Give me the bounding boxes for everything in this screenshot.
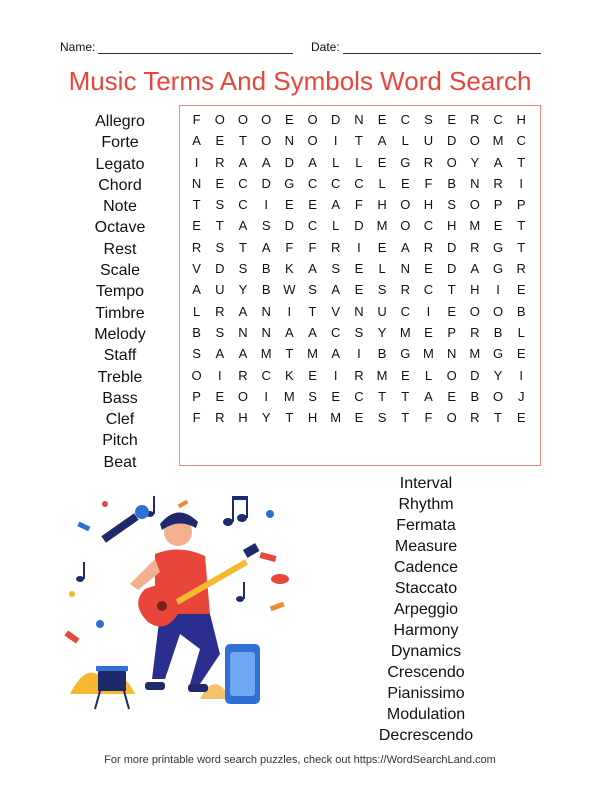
grid-letter[interactable]: V — [331, 303, 341, 319]
grid-letter[interactable]: I — [426, 303, 431, 319]
puzzle-title: Music Terms And Symbols Word Search — [68, 66, 532, 96]
grid-letter[interactable]: C — [261, 367, 271, 383]
grid-letter[interactable]: R — [238, 367, 248, 383]
grid-letter[interactable]: T — [517, 239, 526, 255]
grid-letter[interactable]: R — [470, 410, 480, 426]
grid-letter[interactable]: H — [238, 410, 248, 426]
word-list-item: Rhythm — [398, 496, 454, 513]
grid-letter[interactable]: I — [194, 154, 199, 170]
grid-letter[interactable]: H — [423, 197, 434, 213]
grid-letter[interactable]: F — [424, 410, 433, 426]
grid-letter[interactable]: O — [307, 133, 318, 149]
grid-letter[interactable]: A — [261, 239, 271, 255]
grid-letter[interactable]: E — [354, 282, 364, 298]
grid-letter[interactable]: O — [492, 303, 504, 319]
grid-letter[interactable]: S — [377, 282, 387, 298]
grid-letter[interactable]: Y — [261, 410, 271, 426]
grid-letter[interactable]: Y — [493, 367, 503, 383]
grid-letter[interactable]: A — [238, 346, 248, 362]
grid-letter[interactable]: L — [332, 154, 340, 170]
grid-letter[interactable]: R — [191, 239, 202, 255]
grid-letter[interactable]: T — [308, 303, 317, 319]
grid-letter[interactable]: E — [308, 367, 317, 383]
guitarist-illustration — [60, 484, 300, 724]
grid-letter[interactable]: D — [446, 239, 457, 255]
grid-letter[interactable]: I — [333, 133, 338, 149]
grid-letter[interactable]: O — [237, 388, 249, 404]
grid-letter[interactable]: C — [354, 388, 364, 404]
grid-letter[interactable]: W — [283, 282, 296, 298]
grid-letter[interactable]: S — [215, 197, 225, 213]
grid-letter[interactable]: E — [516, 410, 526, 426]
word-list-item: Staccato — [394, 580, 458, 597]
grid-letter[interactable]: O — [446, 154, 457, 170]
grid-letter[interactable]: I — [217, 367, 222, 383]
grid-letter[interactable]: C — [331, 175, 341, 191]
grid-letter[interactable]: O — [469, 133, 480, 149]
word-list-item: Clef — [105, 411, 135, 429]
grid-letter[interactable]: P — [493, 197, 503, 213]
grid-letter[interactable]: C — [423, 282, 434, 298]
grid-letter[interactable]: S — [261, 218, 271, 234]
grid-letter[interactable]: E — [215, 175, 225, 191]
grid-letter[interactable]: A — [331, 346, 341, 362]
grid-letter[interactable]: A — [238, 303, 248, 319]
grid-letter[interactable]: S — [354, 324, 364, 340]
grid-letter[interactable]: A — [238, 218, 248, 234]
grid-letter[interactable]: N — [261, 324, 271, 340]
grid-letter[interactable]: E — [285, 197, 294, 213]
grid-letter[interactable]: T — [354, 133, 363, 149]
grid-letter[interactable]: E — [354, 410, 364, 426]
word-list-item: Dynamics — [390, 643, 462, 660]
word-list-item: Fermata — [396, 517, 456, 534]
grid-letter[interactable]: V — [192, 261, 201, 277]
grid-letter[interactable]: N — [400, 261, 410, 277]
grid-letter[interactable]: T — [238, 239, 247, 255]
grid-letter[interactable]: O — [261, 133, 272, 149]
grid-letter[interactable]: T — [494, 410, 502, 426]
grid-letter[interactable]: R — [516, 261, 526, 277]
grid-letter[interactable]: T — [401, 410, 410, 426]
grid-letter[interactable]: B — [516, 303, 526, 319]
drum-icon — [95, 666, 129, 709]
grid-letter[interactable]: E — [447, 112, 456, 127]
grid-letter[interactable]: O — [261, 112, 272, 127]
grid-letter[interactable]: C — [516, 133, 526, 149]
grid-letter[interactable]: P — [192, 388, 201, 404]
name-field[interactable] — [60, 40, 293, 54]
grid-letter[interactable]: A — [308, 154, 317, 170]
grid-letter[interactable]: E — [192, 218, 201, 234]
grid-letter[interactable]: E — [377, 239, 387, 255]
grid-letter[interactable]: S — [238, 261, 248, 277]
word-list-item: Pitch — [102, 432, 138, 450]
grid-letter[interactable]: O — [400, 218, 411, 234]
grid-letter[interactable]: R — [400, 282, 410, 298]
grid-letter[interactable]: I — [357, 239, 361, 255]
grid-letter[interactable]: I — [519, 175, 524, 191]
grid-letter[interactable]: F — [354, 197, 363, 213]
grid-letter[interactable]: S — [215, 239, 225, 255]
grid-letter[interactable]: T — [285, 410, 294, 426]
grid-letter[interactable]: A — [192, 282, 201, 298]
grid-letter[interactable]: M — [469, 218, 481, 234]
letter-grid — [185, 109, 533, 428]
grid-letter[interactable]: L — [355, 154, 363, 170]
grid-letter[interactable]: C — [354, 175, 364, 191]
grid-letter[interactable]: M — [307, 346, 318, 362]
grid-letter[interactable]: S — [308, 282, 317, 298]
grid-letter[interactable]: E — [215, 388, 225, 404]
grid-letter[interactable]: A — [238, 154, 248, 170]
grid-letter[interactable]: I — [519, 367, 524, 383]
grid-letter[interactable]: E — [424, 261, 433, 277]
word-list-item: Treble — [97, 368, 143, 386]
word-list-item: Note — [103, 198, 137, 216]
grid-letter[interactable]: E — [285, 112, 294, 127]
grid-letter[interactable]: A — [215, 346, 225, 362]
grid-letter[interactable]: L — [378, 261, 386, 277]
small-guitar-icon — [101, 505, 149, 543]
grid-letter[interactable]: E — [516, 346, 526, 362]
grid-letter[interactable]: T — [285, 346, 294, 362]
grid-letter[interactable]: R — [331, 239, 341, 255]
date-line[interactable] — [343, 42, 541, 54]
grid-letter[interactable]: T — [401, 388, 410, 404]
grid-letter[interactable]: G — [284, 175, 295, 191]
word-list-item: Allegro — [95, 113, 145, 130]
grid-letter[interactable]: L — [424, 367, 433, 383]
grid-letter[interactable]: G — [492, 261, 504, 277]
word-list-item: Arpeggio — [393, 601, 459, 618]
grid-letter[interactable]: E — [377, 112, 387, 127]
name-line[interactable] — [98, 42, 293, 54]
grid-letter[interactable]: A — [192, 133, 201, 149]
grid-letter[interactable]: S — [331, 261, 341, 277]
grid-letter[interactable]: B — [447, 175, 456, 191]
grid-letter[interactable]: D — [284, 218, 295, 234]
grid-letter[interactable]: B — [261, 282, 271, 298]
grid-letter[interactable]: M — [469, 346, 481, 362]
grid-letter[interactable]: S — [308, 388, 317, 404]
grid-letter[interactable]: P — [516, 197, 526, 213]
grid-letter[interactable]: O — [469, 303, 480, 319]
grid-letter[interactable]: H — [446, 218, 457, 234]
grid-letter[interactable]: M — [492, 133, 504, 149]
grid-letter[interactable]: H — [470, 282, 480, 298]
grid-letter[interactable]: U — [423, 133, 434, 149]
grid-letter[interactable]: T — [517, 218, 526, 234]
grid-letter[interactable]: E — [400, 367, 410, 383]
grid-letter[interactable]: D — [331, 112, 341, 127]
grid-letter[interactable]: M — [399, 324, 411, 340]
grid-letter[interactable]: D — [354, 218, 364, 234]
grid-letter[interactable]: S — [424, 112, 433, 127]
word-list-item: Staff — [103, 347, 137, 365]
grid-letter[interactable]: N — [261, 303, 271, 319]
grid-letter[interactable]: O — [307, 112, 318, 127]
grid-letter[interactable]: G — [400, 154, 411, 170]
grid-letter[interactable]: U — [215, 282, 225, 298]
grid-letter[interactable]: C — [307, 218, 318, 234]
grid-letter[interactable]: A — [308, 261, 317, 277]
grid-letter[interactable]: E — [447, 388, 456, 404]
word-list-item: Modulation — [386, 706, 466, 723]
word-list-item: Tempo — [95, 283, 145, 301]
grid-letter[interactable]: T — [447, 282, 456, 298]
grid-letter[interactable]: K — [285, 261, 294, 277]
word-list-right — [365, 473, 487, 746]
grid-letter[interactable]: A — [331, 282, 341, 298]
grid-letter[interactable]: E — [493, 218, 503, 234]
grid-letter[interactable]: R — [354, 367, 364, 383]
grid-letter[interactable]: I — [357, 346, 361, 362]
grid-letter[interactable]: O — [191, 367, 202, 383]
date-label: Date: — [311, 40, 340, 54]
grid-letter[interactable]: H — [516, 112, 526, 127]
grid-letter[interactable]: O — [400, 197, 411, 213]
grid-letter[interactable]: M — [376, 218, 388, 234]
grid-letter[interactable]: L — [401, 133, 409, 149]
grid-letter[interactable]: L — [192, 303, 201, 319]
grid-letter[interactable]: U — [377, 303, 387, 319]
grid-letter[interactable]: M — [423, 346, 434, 362]
grid-letter[interactable]: R — [470, 112, 480, 127]
word-list-item: Forte — [101, 134, 139, 152]
grid-letter[interactable]: E — [308, 197, 317, 213]
grid-letter[interactable]: F — [308, 239, 317, 255]
grid-letter[interactable]: C — [307, 175, 318, 191]
grid-letter[interactable]: N — [354, 112, 364, 127]
word-list-item: Scale — [99, 262, 141, 280]
grid-letter[interactable]: R — [470, 324, 480, 340]
grid-letter[interactable]: E — [215, 133, 225, 149]
grid-letter[interactable]: F — [192, 410, 201, 426]
grid-letter[interactable]: T — [378, 388, 387, 404]
grid-letter[interactable]: C — [331, 324, 341, 340]
name-label: Name: — [60, 40, 96, 54]
grid-letter[interactable]: D — [261, 175, 271, 191]
grid-letter[interactable]: C — [238, 175, 248, 191]
word-list-item: Pianissimo — [387, 685, 465, 702]
footer-text: For more printable word search puzzles, check out https://WordSearchLand.com — [104, 754, 496, 766]
grid-letter[interactable]: K — [285, 367, 294, 383]
grid-letter[interactable]: F — [424, 175, 433, 191]
word-list-item: Cadence — [393, 559, 459, 576]
grid-letter[interactable]: A — [261, 154, 271, 170]
grid-letter[interactable]: A — [400, 239, 410, 255]
grid-letter[interactable]: T — [215, 218, 224, 234]
grid-letter[interactable]: D — [470, 367, 480, 383]
word-list-item: Octave — [94, 219, 146, 237]
grid-letter[interactable]: S — [192, 346, 201, 362]
grid-letter[interactable]: R — [215, 410, 225, 426]
grid-letter[interactable]: Y — [238, 282, 248, 298]
grid-letter[interactable]: A — [308, 324, 317, 340]
grid-letter[interactable]: E — [331, 388, 341, 404]
grid-letter[interactable]: L — [378, 175, 386, 191]
grid-letter[interactable]: A — [285, 324, 294, 340]
grid-letter[interactable]: A — [493, 154, 503, 170]
grid-letter[interactable]: F — [285, 239, 294, 255]
grid-letter[interactable]: D — [215, 261, 225, 277]
grid-letter[interactable]: A — [377, 133, 387, 149]
grid-letter[interactable]: C — [423, 218, 434, 234]
grid-letter[interactable]: L — [332, 218, 340, 234]
grid-letter[interactable]: P — [447, 324, 456, 340]
grid-letter[interactable]: N — [470, 175, 480, 191]
grid-letter[interactable]: I — [496, 282, 500, 298]
grid-letter[interactable]: G — [400, 346, 411, 362]
grid-letter[interactable]: O — [446, 410, 457, 426]
word-list-item: Chord — [98, 176, 142, 194]
grid-letter[interactable]: O — [237, 112, 249, 127]
grid-letter[interactable]: R — [423, 239, 434, 255]
grid-letter[interactable]: A — [331, 197, 341, 213]
grid-letter[interactable]: R — [215, 303, 225, 319]
grid-letter[interactable]: R — [215, 154, 225, 170]
word-list-item: Harmony — [393, 622, 459, 639]
grid-letter[interactable]: B — [192, 324, 201, 340]
grid-letter[interactable]: C — [400, 303, 410, 319]
grid-letter[interactable]: I — [333, 367, 338, 383]
grid-letter[interactable]: C — [493, 112, 503, 127]
grid-letter[interactable]: I — [264, 388, 268, 404]
grid-letter[interactable]: O — [214, 112, 225, 127]
grid-letter[interactable]: B — [493, 324, 503, 340]
grid-letter[interactable]: E — [400, 175, 410, 191]
grid-letter[interactable]: D — [284, 154, 295, 170]
grid-letter[interactable]: O — [492, 388, 504, 404]
grid-letter[interactable]: F — [192, 112, 201, 127]
grid-letter[interactable]: E — [377, 154, 387, 170]
grid-letter[interactable]: J — [517, 388, 525, 404]
word-list-item: Interval — [399, 475, 453, 492]
grid-letter[interactable]: E — [447, 303, 456, 319]
word-list-item: Legato — [95, 155, 145, 173]
grid-letter[interactable]: G — [492, 239, 504, 255]
grid-letter[interactable]: S — [377, 410, 387, 426]
grid-letter[interactable]: D — [446, 133, 457, 149]
letter-grid-box — [179, 105, 541, 466]
grid-letter[interactable]: A — [424, 388, 433, 404]
grid-letter[interactable]: E — [424, 324, 433, 340]
grid-letter[interactable]: O — [446, 367, 457, 383]
grid-letter[interactable]: R — [470, 239, 480, 255]
grid-letter[interactable]: H — [307, 410, 318, 426]
word-list-item: Timbre — [95, 304, 145, 322]
grid-letter[interactable]: Y — [377, 324, 387, 340]
grid-letter[interactable]: N — [446, 346, 457, 362]
grid-letter[interactable]: R — [493, 175, 503, 191]
grid-letter[interactable]: M — [283, 388, 295, 404]
grid-letter[interactable]: B — [261, 261, 271, 277]
grid-letter[interactable]: T — [517, 154, 526, 170]
grid-letter[interactable]: C — [400, 112, 410, 127]
grid-letter[interactable]: N — [191, 175, 202, 191]
grid-letter[interactable]: C — [238, 197, 248, 213]
grid-letter[interactable]: D — [446, 261, 457, 277]
grid-letter[interactable]: A — [470, 261, 480, 277]
word-list-item: Beat — [103, 453, 137, 471]
grid-letter[interactable]: E — [354, 261, 364, 277]
grid-letter[interactable]: M — [260, 346, 272, 362]
grid-letter[interactable]: I — [264, 197, 268, 213]
grid-letter[interactable]: S — [447, 197, 456, 213]
date-field[interactable] — [311, 40, 541, 54]
grid-letter[interactable]: N — [238, 324, 248, 340]
grid-letter[interactable]: N — [354, 303, 364, 319]
grid-letter[interactable]: M — [330, 410, 342, 426]
grid-letter[interactable]: M — [376, 367, 388, 383]
word-list-item: Bass — [102, 389, 138, 407]
grid-letter[interactable]: H — [377, 197, 387, 213]
grid-letter[interactable]: R — [423, 154, 434, 170]
grid-letter[interactable]: N — [284, 133, 295, 149]
grid-letter[interactable]: E — [516, 282, 526, 298]
grid-letter[interactable]: B — [377, 346, 387, 362]
word-list-item: Rest — [103, 240, 137, 258]
word-list-item: Melody — [94, 325, 146, 343]
grid-letter[interactable]: T — [192, 197, 201, 213]
word-list-item: Measure — [394, 538, 458, 555]
grid-letter[interactable]: B — [470, 388, 480, 404]
grid-letter[interactable]: T — [238, 133, 247, 149]
word-list-item: Decrescendo — [378, 727, 474, 744]
grid-letter[interactable]: S — [215, 324, 225, 340]
word-list-left — [78, 111, 162, 473]
word-list-item: Crescendo — [387, 664, 465, 681]
grid-letter[interactable]: O — [469, 197, 480, 213]
grid-letter[interactable]: L — [517, 324, 525, 340]
grid-letter[interactable]: I — [287, 303, 292, 319]
grid-letter[interactable]: Y — [470, 154, 480, 170]
grid-letter[interactable]: G — [492, 346, 504, 362]
